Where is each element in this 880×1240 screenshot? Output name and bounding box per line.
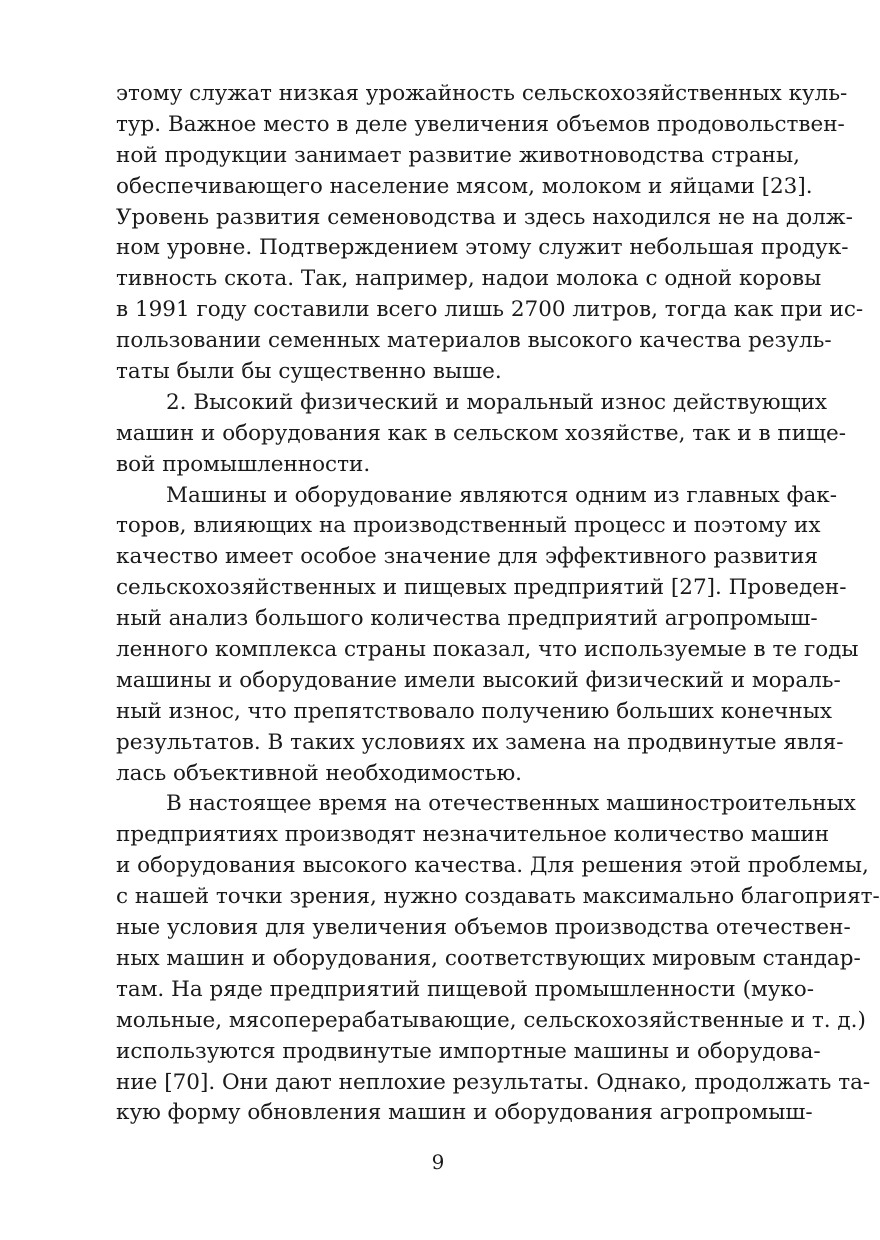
text-line: этому служат низкая урожайность сельскохозяйственных куль-: [116, 81, 848, 106]
text-line: ной продукции занимает развитие животноводства страны,: [116, 142, 800, 168]
text-line: В настоящее время на отечественных машиностроительных: [166, 791, 856, 817]
text-line: результатов. В таких условиях их замена на продвинутые явля-: [116, 729, 844, 755]
text-line: Уровень развития семеноводства и здесь находился не на долж-: [116, 204, 853, 230]
text-line: качество имеет особое значение для эффективного развития: [116, 544, 818, 570]
paragraph-1: [116, 79, 864, 388]
text-line: лась объективной необходимостью.: [116, 760, 522, 786]
text-line: ние [70]. Они дают неплохие результаты. Однако, продолжать та-: [116, 1069, 871, 1095]
text-line: ных машин и оборудования, соответствующих мировым стандар-: [116, 945, 861, 971]
text-line: используются продвинутые импортные машины и оборудова-: [116, 1038, 821, 1064]
text-line: с нашей точки зрения, нужно создавать максимально благоприят-: [116, 884, 880, 910]
text-line: предприятиях производят незначительное количество машин: [116, 822, 830, 848]
text-line: сельскохозяйственных и пищевых предприятий [27]. Проведен-: [116, 575, 847, 601]
text-line: мольные, мясоперерабатывающие, сельскохозяйственные и т. д.): [116, 1007, 866, 1033]
text-line: ные условия для увеличения объемов производства отечествен-: [116, 915, 851, 941]
text-line: вой промышленности.: [116, 451, 371, 477]
text-line: ный износ, что препятствовало получению больших конечных: [116, 698, 832, 724]
paragraph-3: [116, 481, 859, 790]
text-line: машин и оборудования как в сельском хозяйстве, так и в пище-: [116, 420, 847, 446]
paragraph-4: [116, 789, 880, 1129]
page-body: [116, 79, 880, 1129]
text-line: там. На ряде предприятий пищевой промышленности (муко-: [116, 976, 814, 1002]
text-line: тивность скота. Так, например, надои молока с одной коровы: [116, 266, 822, 292]
text-line: и оборудования высокого качества. Для решения этой проблемы,: [116, 853, 869, 879]
text-line: тур. Важное место в деле увеличения объемов продовольствен-: [116, 111, 845, 137]
text-line: торов, влияющих на производственный процесс и поэтому их: [116, 513, 821, 539]
text-line: в 1991 году составили всего лишь 2700 литров, тогда как при ис-: [116, 297, 864, 323]
text-line: 2. Высокий физический и моральный износ действующих: [166, 389, 828, 415]
text-line: таты были бы существенно выше.: [116, 359, 502, 385]
text-line: Машины и оборудование являются одним из главных фак-: [166, 482, 837, 508]
text-line: ном уровне. Подтверждением этому служит небольшая продук-: [116, 235, 849, 261]
text-line: ленного комплекса страны показал, что используемые в те годы: [116, 637, 859, 663]
text-line: пользовании семенных материалов высокого качества резуль-: [116, 328, 832, 354]
text-line: машины и оборудование имели высокий физический и мораль-: [116, 667, 841, 693]
text-line: ный анализ большого количества предприятий агропромыш-: [116, 606, 818, 632]
page-number: 9: [431, 1150, 445, 1174]
text-line: обеспечивающего население мясом, молоком и яйцами [23].: [116, 173, 813, 199]
text-line: кую форму обновления машин и оборудования агропромыш-: [116, 1100, 813, 1126]
paragraph-2: [116, 388, 847, 481]
